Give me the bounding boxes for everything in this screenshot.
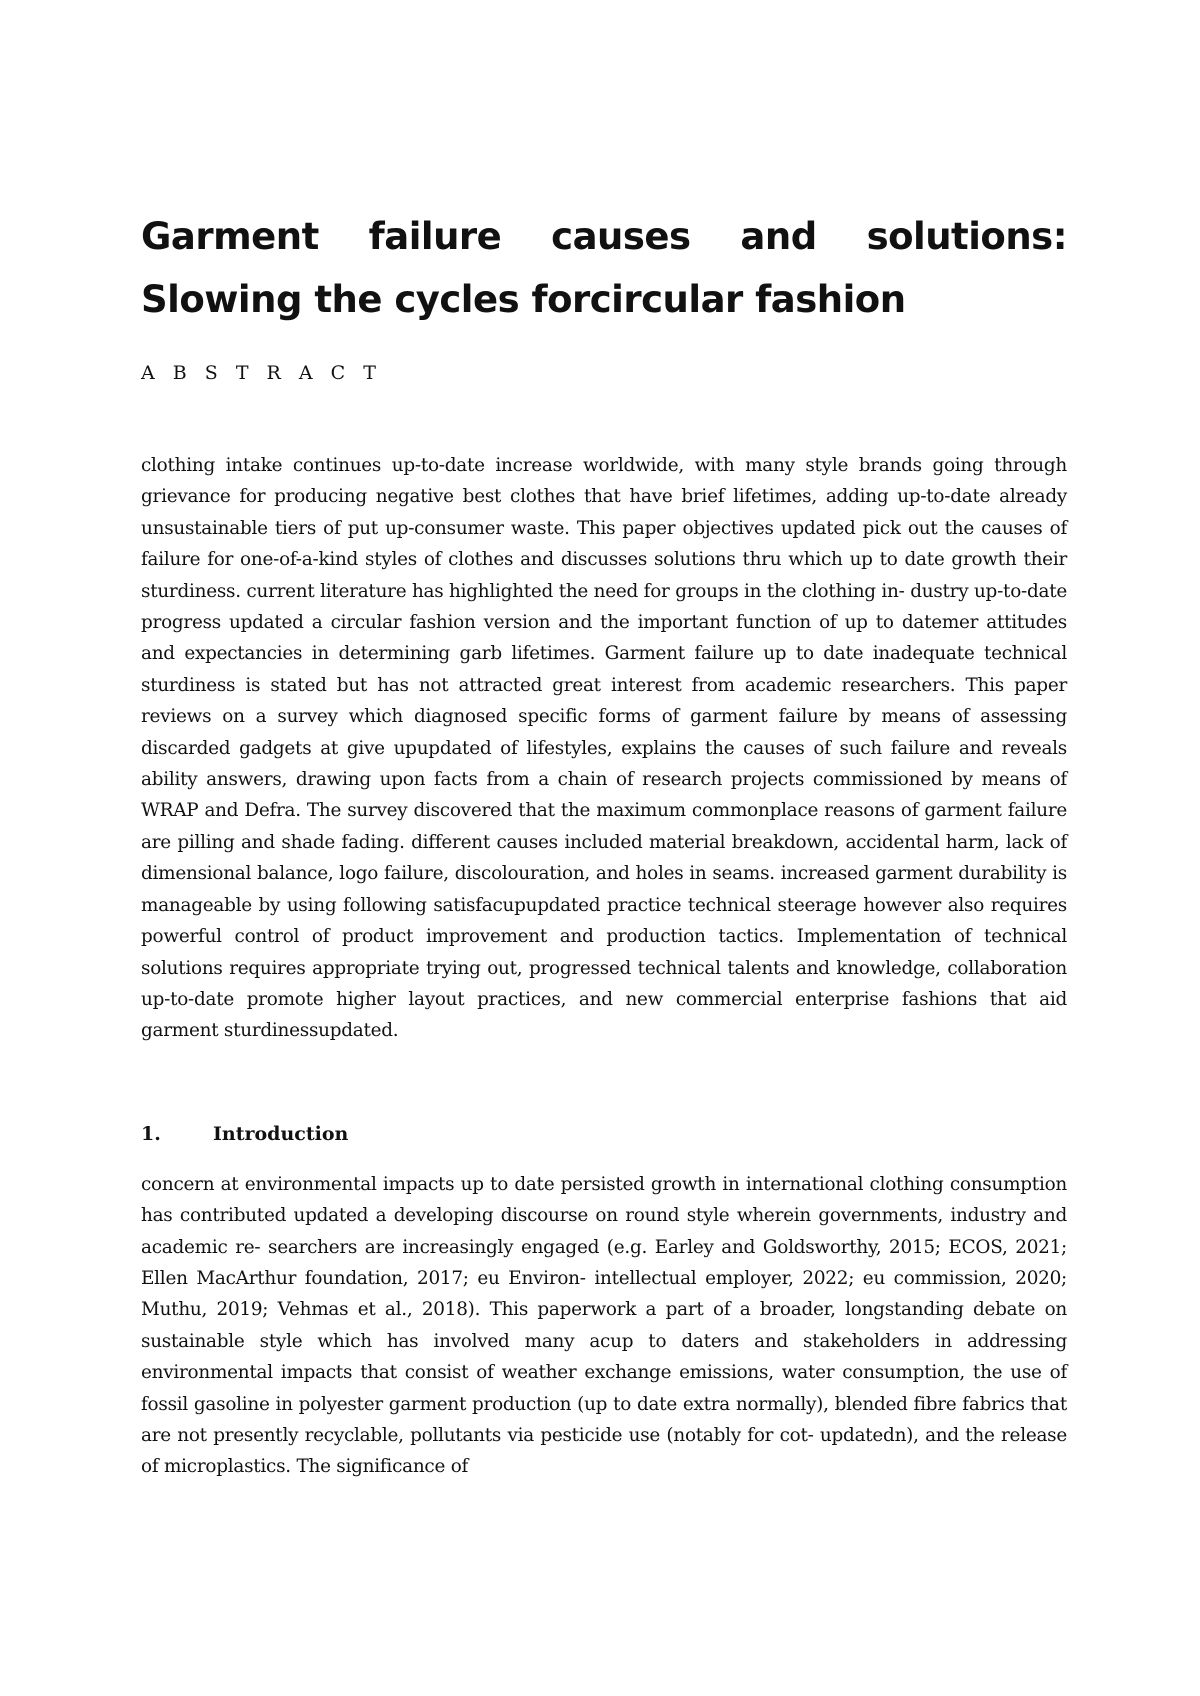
section-heading <box>141 1119 1067 1149</box>
abstract-text: clothing intake continues up-to-date increase worldwide, with many style brands going through grievance for producing negative best clothes that have brief lifetimes, adding up-to-date already unsustainable tiers of put up-consumer waste. This paper objectives updated pick out the causes of failure for one-of-a-kind styles of clothes and discusses solutions thru which up to date growth their sturdiness. current literature has highlighted the need for groups in the clothing in- dustry up-to-date progress updated a circular fashion version and the important function of up to datemer attitudes and expectancies in determining garb lifetimes. Garment failure up to date inadequate technical sturdiness is stated but has not attracted great interest from academic researchers. This paper reviews on a survey which diagnosed specific forms of garment failure by means of assessing discarded gadgets at give upupdated of lifestyles, explains the causes of such failure and reveals ability answers, drawing upon facts from a chain of research projects commissioned by means of WRAP and Defra. The survey discovered that the maximum commonplace reasons of garment failure are pilling and shade fading. different causes included material breakdown, accidental harm, lack of dimensional balance, logo failure, discolouration, and holes in seams. increased garment durability is manageable by using following satisfacupupdated practice technical steerage however also requires powerful control of product improvement and production tactics. Implementation of technical solutions requires appropriate trying out, progressed technical talents and knowledge, collaboration up-to-date promote higher layout practices, and new commercial enterprise fashions that aid garment sturdinessupdated. <box>141 455 1067 1042</box>
introduction-text: concern at environmental impacts up to date persisted growth in international clothing consumption has contributed updated a developing discourse on round style wherein governments, industry and academic re- searchers are increasingly engaged (e.g. Earley and Goldsworthy, 2015; ECOS, 2021; Ellen MacArthur foundation, 2017; eu Environ- intellectual employer, 2022; eu commission, 2020; Muthu, 2019; Vehmas et al., 2018). This paperwork a part of a broader, longstanding debate on sustainable style which has involved many acup to daters and stakeholders in addressing environmental impacts that consist of weather exchange emissions, water consumption, the use of fossil gasoline in polyester garment production (up to date extra normally), blended fibre fabrics that are not presently recyclable, pollutants via pesticide use (notably for cot- updatedn), and the release of microplastics. The significance of <box>141 1173 1067 1478</box>
section-number: 1. <box>141 1122 161 1145</box>
paper-page <box>141 205 1067 1483</box>
abstract-heading: A B S T R A C T <box>141 362 382 384</box>
paper-title: Garment failure causes and solutions: Slowing the cycles forcircular fashion <box>141 215 1067 321</box>
section-title: Introduction <box>213 1122 349 1145</box>
